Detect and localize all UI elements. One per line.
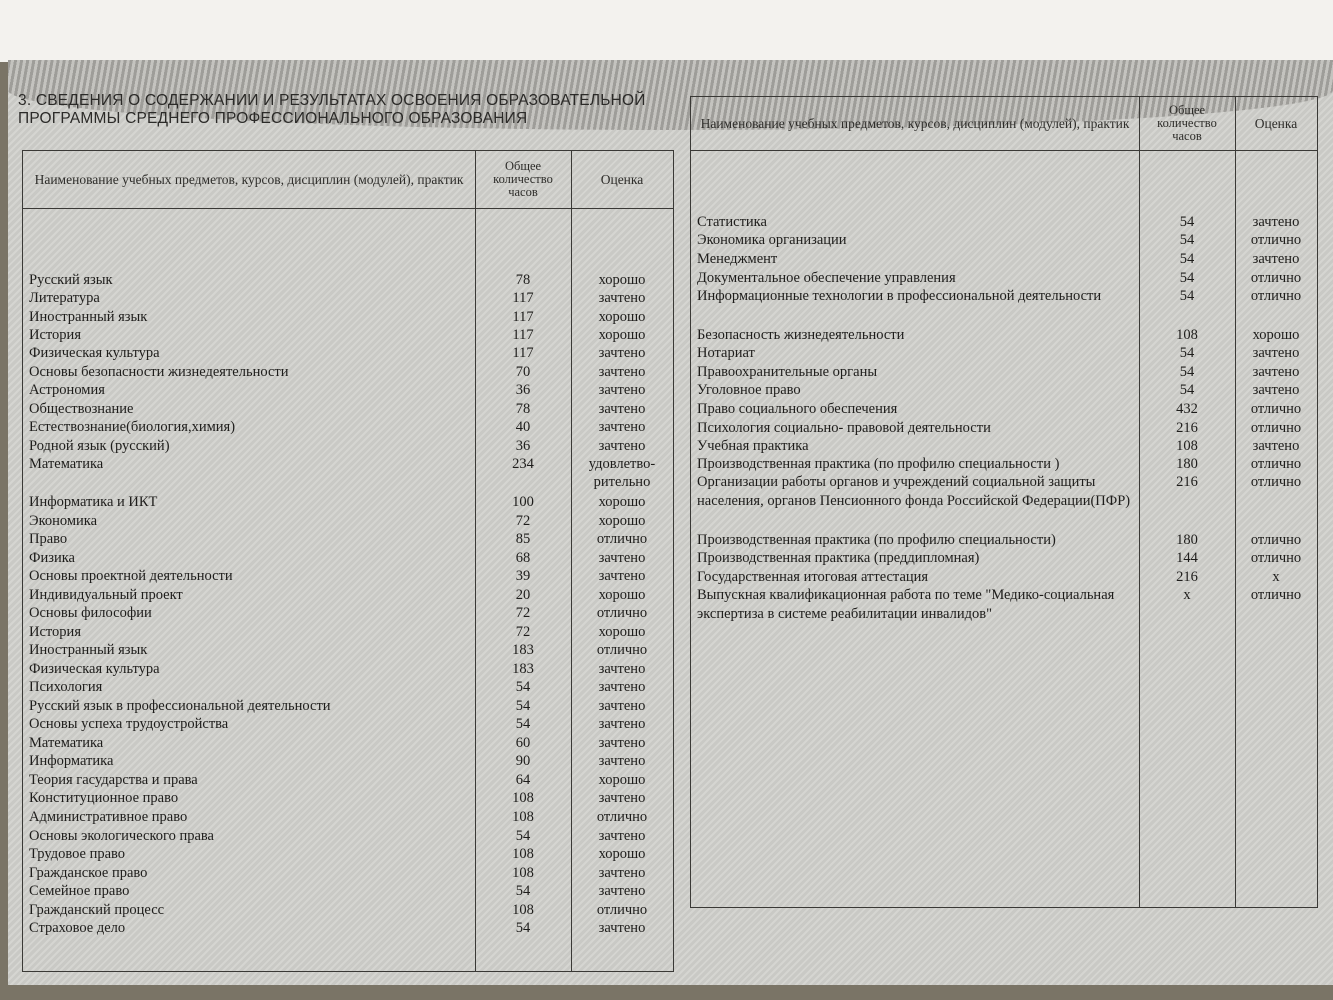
- grade-value: зачтено: [598, 568, 646, 584]
- table-row: [691, 568, 1317, 586]
- subject-name: Индивидуальный проект: [29, 587, 183, 603]
- grade-value: зачтено: [1252, 438, 1300, 454]
- hours-value: 36: [515, 438, 531, 454]
- hours-value: 183: [512, 642, 534, 658]
- grade-value: зачтено: [598, 735, 646, 751]
- header-grade: Оценка: [600, 171, 644, 187]
- hours-value: 54: [1179, 288, 1195, 304]
- grade-value: отлично: [1250, 587, 1302, 603]
- subject-name: Производственная практика (по профилю специальности ): [697, 456, 1060, 472]
- table-row: [691, 231, 1317, 249]
- subject-name: Страховое дело: [29, 920, 126, 936]
- hours-value: 180: [1176, 532, 1198, 548]
- subject-name: Выпускная квалификационная работа по теме "Медико-социальная экспертиза в системе реабилитации инвалидов": [697, 587, 1115, 622]
- table-row: [691, 250, 1317, 268]
- grade-value: зачтено: [1252, 364, 1300, 380]
- subject-name: Информатика: [29, 753, 114, 769]
- grade-value: зачтено: [598, 550, 646, 566]
- hours-value: 72: [515, 624, 531, 640]
- table-row: [23, 808, 673, 826]
- table-row: [691, 437, 1317, 455]
- subject-name: Русский язык: [29, 272, 113, 288]
- subject-name: Информационные технологии в профессиональной деятельности: [697, 288, 1102, 304]
- subject-name: Статистика: [697, 214, 767, 230]
- grade-value: зачтено: [598, 920, 646, 936]
- subject-name: Основы проектной деятельности: [29, 568, 233, 584]
- grade-value: хорошо: [598, 494, 646, 510]
- hours-value: 108: [512, 902, 534, 918]
- subject-name: Психология: [29, 679, 103, 695]
- table-row: [691, 269, 1317, 287]
- table-row: [23, 455, 673, 490]
- hours-value: 54: [1179, 232, 1195, 248]
- table-row: [23, 289, 673, 307]
- hours-value: 70: [515, 364, 531, 380]
- hours-value: 68: [515, 550, 531, 566]
- table-row: [23, 901, 673, 919]
- grade-value: зачтено: [598, 716, 646, 732]
- hours-value: 85: [515, 531, 531, 547]
- left-table-header: [23, 151, 673, 209]
- grade-value: отлично: [596, 902, 648, 918]
- hours-value: 54: [1179, 214, 1195, 230]
- table-row: [691, 419, 1317, 437]
- table-row: [691, 213, 1317, 231]
- left-table: [22, 150, 674, 972]
- grade-value: отлично: [596, 605, 648, 621]
- grade-value: отлично: [1250, 288, 1302, 304]
- hours-value: 180: [1176, 456, 1198, 472]
- background-top: [0, 0, 1333, 62]
- table-row: [691, 344, 1317, 362]
- hours-value: 108: [1176, 327, 1198, 343]
- subject-name: Русский язык в профессиональной деятельности: [29, 698, 331, 714]
- subject-name: Семейное право: [29, 883, 130, 899]
- table-row: [23, 512, 673, 530]
- header-hours: Общее количество часов: [493, 159, 553, 199]
- subject-name: Иностранный язык: [29, 642, 148, 658]
- table-row: [23, 882, 673, 900]
- grade-value: зачтено: [598, 382, 646, 398]
- table-row: [691, 363, 1317, 381]
- table-row: [23, 697, 673, 715]
- table-row: [23, 641, 673, 659]
- subject-name: Право социального обеспечения: [697, 401, 898, 417]
- subject-name: Учебная практика: [697, 438, 809, 454]
- table-row: [691, 473, 1317, 509]
- hours-value: 108: [1176, 438, 1198, 454]
- grade-value: зачтено: [598, 828, 646, 844]
- hours-value: 72: [515, 513, 531, 529]
- hours-value: 60: [515, 735, 531, 751]
- right-table-header: [691, 97, 1317, 151]
- hours-value: 54: [515, 920, 531, 936]
- subject-name: Физика: [29, 550, 75, 566]
- hours-value: 39: [515, 568, 531, 584]
- hours-value: 54: [1179, 382, 1195, 398]
- table-row: [23, 549, 673, 567]
- grade-value: зачтено: [598, 790, 646, 806]
- table-row: [23, 864, 673, 882]
- subject-name: Административное право: [29, 809, 188, 825]
- grade-value: зачтено: [598, 345, 646, 361]
- hours-value: 54: [515, 679, 531, 695]
- hours-value: 40: [515, 419, 531, 435]
- table-row: [23, 604, 673, 622]
- hours-value: 100: [512, 494, 534, 510]
- hours-value: 36: [515, 382, 531, 398]
- table-row: [23, 827, 673, 845]
- table-row: [691, 287, 1317, 305]
- table-row: [691, 549, 1317, 567]
- hours-value: 64: [515, 772, 531, 788]
- header-hours: Общее количество часов: [1157, 103, 1217, 143]
- grade-value: зачтено: [1252, 251, 1300, 267]
- grade-value: отлично: [1250, 270, 1302, 286]
- table-row: [23, 530, 673, 548]
- grade-value: отлично: [1250, 474, 1302, 490]
- hours-value: х: [1183, 587, 1191, 603]
- table-row: [23, 437, 673, 455]
- hours-value: 144: [1176, 550, 1198, 566]
- subject-name: Иностранный язык: [29, 309, 148, 325]
- table-row: [23, 771, 673, 789]
- table-row: [23, 734, 673, 752]
- subject-name: Безопасность жизнедеятельности: [697, 327, 905, 343]
- table-row: [691, 586, 1317, 622]
- subject-name: История: [29, 327, 81, 343]
- grade-value: зачтено: [598, 883, 646, 899]
- hours-value: 20: [515, 587, 531, 603]
- table-row: [23, 493, 673, 511]
- table-row: [691, 381, 1317, 399]
- grade-value: хорошо: [598, 587, 646, 603]
- grade-value: отлично: [596, 531, 648, 547]
- subject-name: Трудовое право: [29, 846, 126, 862]
- subject-name: Основы успеха трудоустройства: [29, 716, 229, 732]
- subject-name: Обществознание: [29, 401, 134, 417]
- grade-value: зачтено: [1252, 214, 1300, 230]
- hours-value: 108: [512, 865, 534, 881]
- grade-value: хорошо: [598, 846, 646, 862]
- hours-value: 216: [1176, 420, 1198, 436]
- hours-value: 117: [512, 290, 534, 306]
- hours-value: 54: [1179, 270, 1195, 286]
- subject-name: Психология социально- правовой деятельности: [697, 420, 991, 436]
- grade-value: хорошо: [598, 327, 646, 343]
- hours-value: 54: [515, 828, 531, 844]
- subject-name: Физическая культура: [29, 345, 160, 361]
- table-row: [23, 789, 673, 807]
- grade-value: зачтено: [598, 364, 646, 380]
- hours-value: 54: [515, 883, 531, 899]
- table-row: [23, 363, 673, 381]
- subject-name: Математика: [29, 456, 104, 472]
- grade-value: хорошо: [598, 772, 646, 788]
- subject-name: Астрономия: [29, 382, 105, 398]
- header-name: Наименование учебных предметов, курсов, дисциплин (модулей), практик: [34, 171, 464, 187]
- hours-value: 78: [515, 401, 531, 417]
- grade-value: зачтено: [598, 661, 646, 677]
- grade-value: зачтено: [1252, 345, 1300, 361]
- grade-value: зачтено: [598, 401, 646, 417]
- subject-name: Экономика: [29, 513, 98, 529]
- subject-name: Уголовное право: [697, 382, 801, 398]
- table-row: [691, 326, 1317, 344]
- hours-value: 216: [1176, 474, 1198, 490]
- table-row: [23, 845, 673, 863]
- table-row: [23, 271, 673, 289]
- hours-value: 117: [512, 327, 534, 343]
- table-row: [23, 752, 673, 770]
- hours-value: 108: [512, 846, 534, 862]
- hours-value: 78: [515, 272, 531, 288]
- grade-value: отлично: [1250, 456, 1302, 472]
- hours-value: 54: [1179, 251, 1195, 267]
- grade-value: хорошо: [1252, 327, 1300, 343]
- subject-name: Основы экологического права: [29, 828, 214, 844]
- subject-name: Менеджмент: [697, 251, 778, 267]
- hours-value: 54: [515, 698, 531, 714]
- grade-value: хорошо: [598, 624, 646, 640]
- subject-name: Информатика и ИКТ: [29, 494, 158, 510]
- grade-value: зачтено: [598, 679, 646, 695]
- table-row: [691, 531, 1317, 549]
- subject-name: Производственная практика (преддипломная): [697, 550, 980, 566]
- subject-name: Документальное обеспечение управления: [697, 270, 956, 286]
- subject-name: Основы безопасности жизнедеятельности: [29, 364, 289, 380]
- table-row: [23, 381, 673, 399]
- grade-value: зачтено: [598, 438, 646, 454]
- hours-value: 54: [515, 716, 531, 732]
- grade-value: зачтено: [1252, 382, 1300, 398]
- hours-value: 108: [512, 790, 534, 806]
- grade-value: хорошо: [598, 513, 646, 529]
- hours-value: 117: [512, 309, 534, 325]
- grade-value: отлично: [596, 642, 648, 658]
- grade-value: удовлетво-рительно: [588, 456, 656, 490]
- hours-value: 54: [1179, 364, 1195, 380]
- subject-name: Правоохранительные органы: [697, 364, 878, 380]
- hours-value: 108: [512, 809, 534, 825]
- grade-value: отлично: [1250, 532, 1302, 548]
- table-row: [23, 660, 673, 678]
- subject-name: Нотариат: [697, 345, 755, 361]
- grade-value: отлично: [1250, 550, 1302, 566]
- table-row: [23, 308, 673, 326]
- subject-name: Теория гасударства и права: [29, 772, 198, 788]
- hours-value: 54: [1179, 345, 1195, 361]
- grade-value: зачтено: [598, 419, 646, 435]
- section-title: 3. СВЕДЕНИЯ О СОДЕРЖАНИИ И РЕЗУЛЬТАТАХ ОСВОЕНИЯ ОБРАЗОВАТЕЛЬНОЙ ПРОГРАММЫ СРЕДНЕГО ПРОФЕССИОНАЛЬНОГО ОБРАЗОВАНИЯ: [18, 92, 646, 127]
- subject-name: Конституционное право: [29, 790, 179, 806]
- grade-value: зачтено: [598, 753, 646, 769]
- subject-name: Литература: [29, 290, 100, 306]
- hours-value: 90: [515, 753, 531, 769]
- grade-value: зачтено: [598, 290, 646, 306]
- grade-value: отлично: [1250, 232, 1302, 248]
- table-row: [23, 400, 673, 418]
- table-row: [23, 623, 673, 641]
- hours-value: 72: [515, 605, 531, 621]
- table-row: [23, 678, 673, 696]
- subject-name: Родной язык (русский): [29, 438, 170, 454]
- subject-name: Гражданское право: [29, 865, 148, 881]
- subject-name: Физическая культура: [29, 661, 160, 677]
- grade-value: х: [1272, 569, 1280, 585]
- table-row: [23, 418, 673, 436]
- grade-value: отлично: [1250, 401, 1302, 417]
- table-row: [23, 344, 673, 362]
- grade-value: отлично: [1250, 420, 1302, 436]
- hours-value: 216: [1176, 569, 1198, 585]
- hours-value: 117: [512, 345, 534, 361]
- table-row: [23, 326, 673, 344]
- subject-name: Основы философии: [29, 605, 152, 621]
- subject-name: Гражданский процесс: [29, 902, 165, 918]
- table-row: [23, 586, 673, 604]
- table-row: [23, 715, 673, 733]
- table-row: [691, 400, 1317, 418]
- table-row: [691, 455, 1317, 473]
- grade-value: зачтено: [598, 865, 646, 881]
- right-table: [690, 96, 1318, 908]
- table-row: [23, 919, 673, 937]
- header-name: Наименование учебных предметов, курсов, дисциплин (модулей), практик: [700, 115, 1130, 131]
- subject-name: Организации работы органов и учреждений социальной защиты населения, органов Пенсионного фонда Российской Федерации(ПФР): [697, 474, 1131, 509]
- subject-name: Производственная практика (по профилю специальности): [697, 532, 1056, 548]
- hours-value: 234: [512, 456, 534, 472]
- subject-name: История: [29, 624, 81, 640]
- header-grade: Оценка: [1254, 115, 1298, 131]
- subject-name: Экономика организации: [697, 232, 847, 248]
- grade-value: зачтено: [598, 698, 646, 714]
- subject-name: Математика: [29, 735, 104, 751]
- grade-value: отлично: [596, 809, 648, 825]
- subject-name: Естествознание(биология,химия): [29, 419, 236, 435]
- hours-value: 432: [1176, 401, 1198, 417]
- grade-value: хорошо: [598, 309, 646, 325]
- table-row: [23, 567, 673, 585]
- hours-value: 183: [512, 661, 534, 677]
- subject-name: Государственная итоговая аттестация: [697, 569, 929, 585]
- subject-name: Право: [29, 531, 68, 547]
- grade-value: хорошо: [598, 272, 646, 288]
